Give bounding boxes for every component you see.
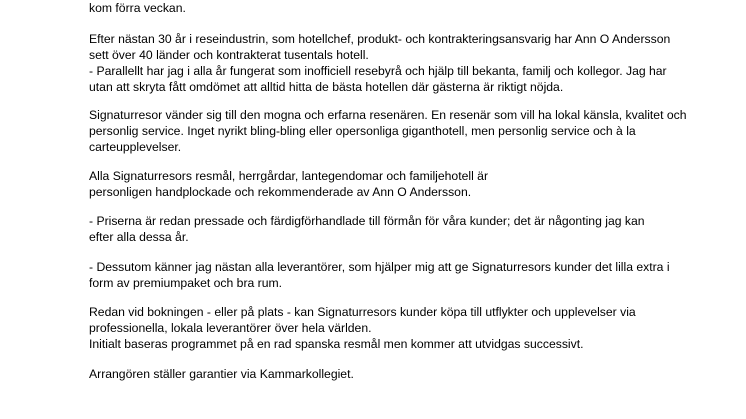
text-line: - Priserna är redan pressade och färdigförhandlade till förmån för våra kunder; det är någonting jag kan [89, 214, 645, 228]
text-line: personligen handplockade och rekommenderade av Ann O Andersson. [89, 185, 472, 199]
text-line: Efter nästan 30 år i reseindustrin, som hotellchef, produkt- och kontrakteringsansvarig har Ann O Andersson [89, 32, 671, 46]
text-line: - Dessutom känner jag nästan alla leverantörer, som hjälper mig att ge Signaturresors kunder det lilla extra i [89, 260, 670, 274]
text-line: efter alla dessa år. [89, 230, 189, 244]
text-line: Redan vid bokningen - eller på plats - kan Signaturresors kunder köpa till utflykter och upplevelser via [89, 305, 636, 319]
text-line: carteupplevelser. [89, 140, 182, 154]
text-line: Signaturresor vänder sig till den mogna och erfarna resenären. En resenär som vill ha lokal känsla, kvalitet och [89, 108, 687, 122]
text-line: form av premiumpaket och bra rum. [89, 276, 283, 290]
text-line: utan att skryta fått omdömet att alltid hitta de bästa hotellen där gästerna är riktigt nöjda. [89, 80, 564, 94]
text-line: Alla Signaturresors resmål, herrgårdar, lantegendomar och familjehotell är [89, 169, 488, 183]
text-line: - Parallellt har jag i alla år fungerat som inofficiell resebyrå och hjälp till bekanta, familj och kollegor. Jag har [89, 64, 667, 78]
text-line: personlig service. Inget nyrikt bling-bling eller opersonliga giganthotell, men personlig service och à la [89, 124, 636, 138]
text-line: Initialt baseras programmet på en rad spanska resmål men kommer att utvidgas successivt. [89, 337, 584, 351]
text-line: Arrangören ställer garantier via Kammarkollegiet. [89, 367, 354, 381]
text-line: professionella, lokala leverantörer över hela världen. [89, 321, 372, 335]
text-line: sett över 40 länder och kontrakterat tusentals hotell. [89, 48, 369, 62]
text-line: kom förra veckan. [89, 1, 186, 15]
